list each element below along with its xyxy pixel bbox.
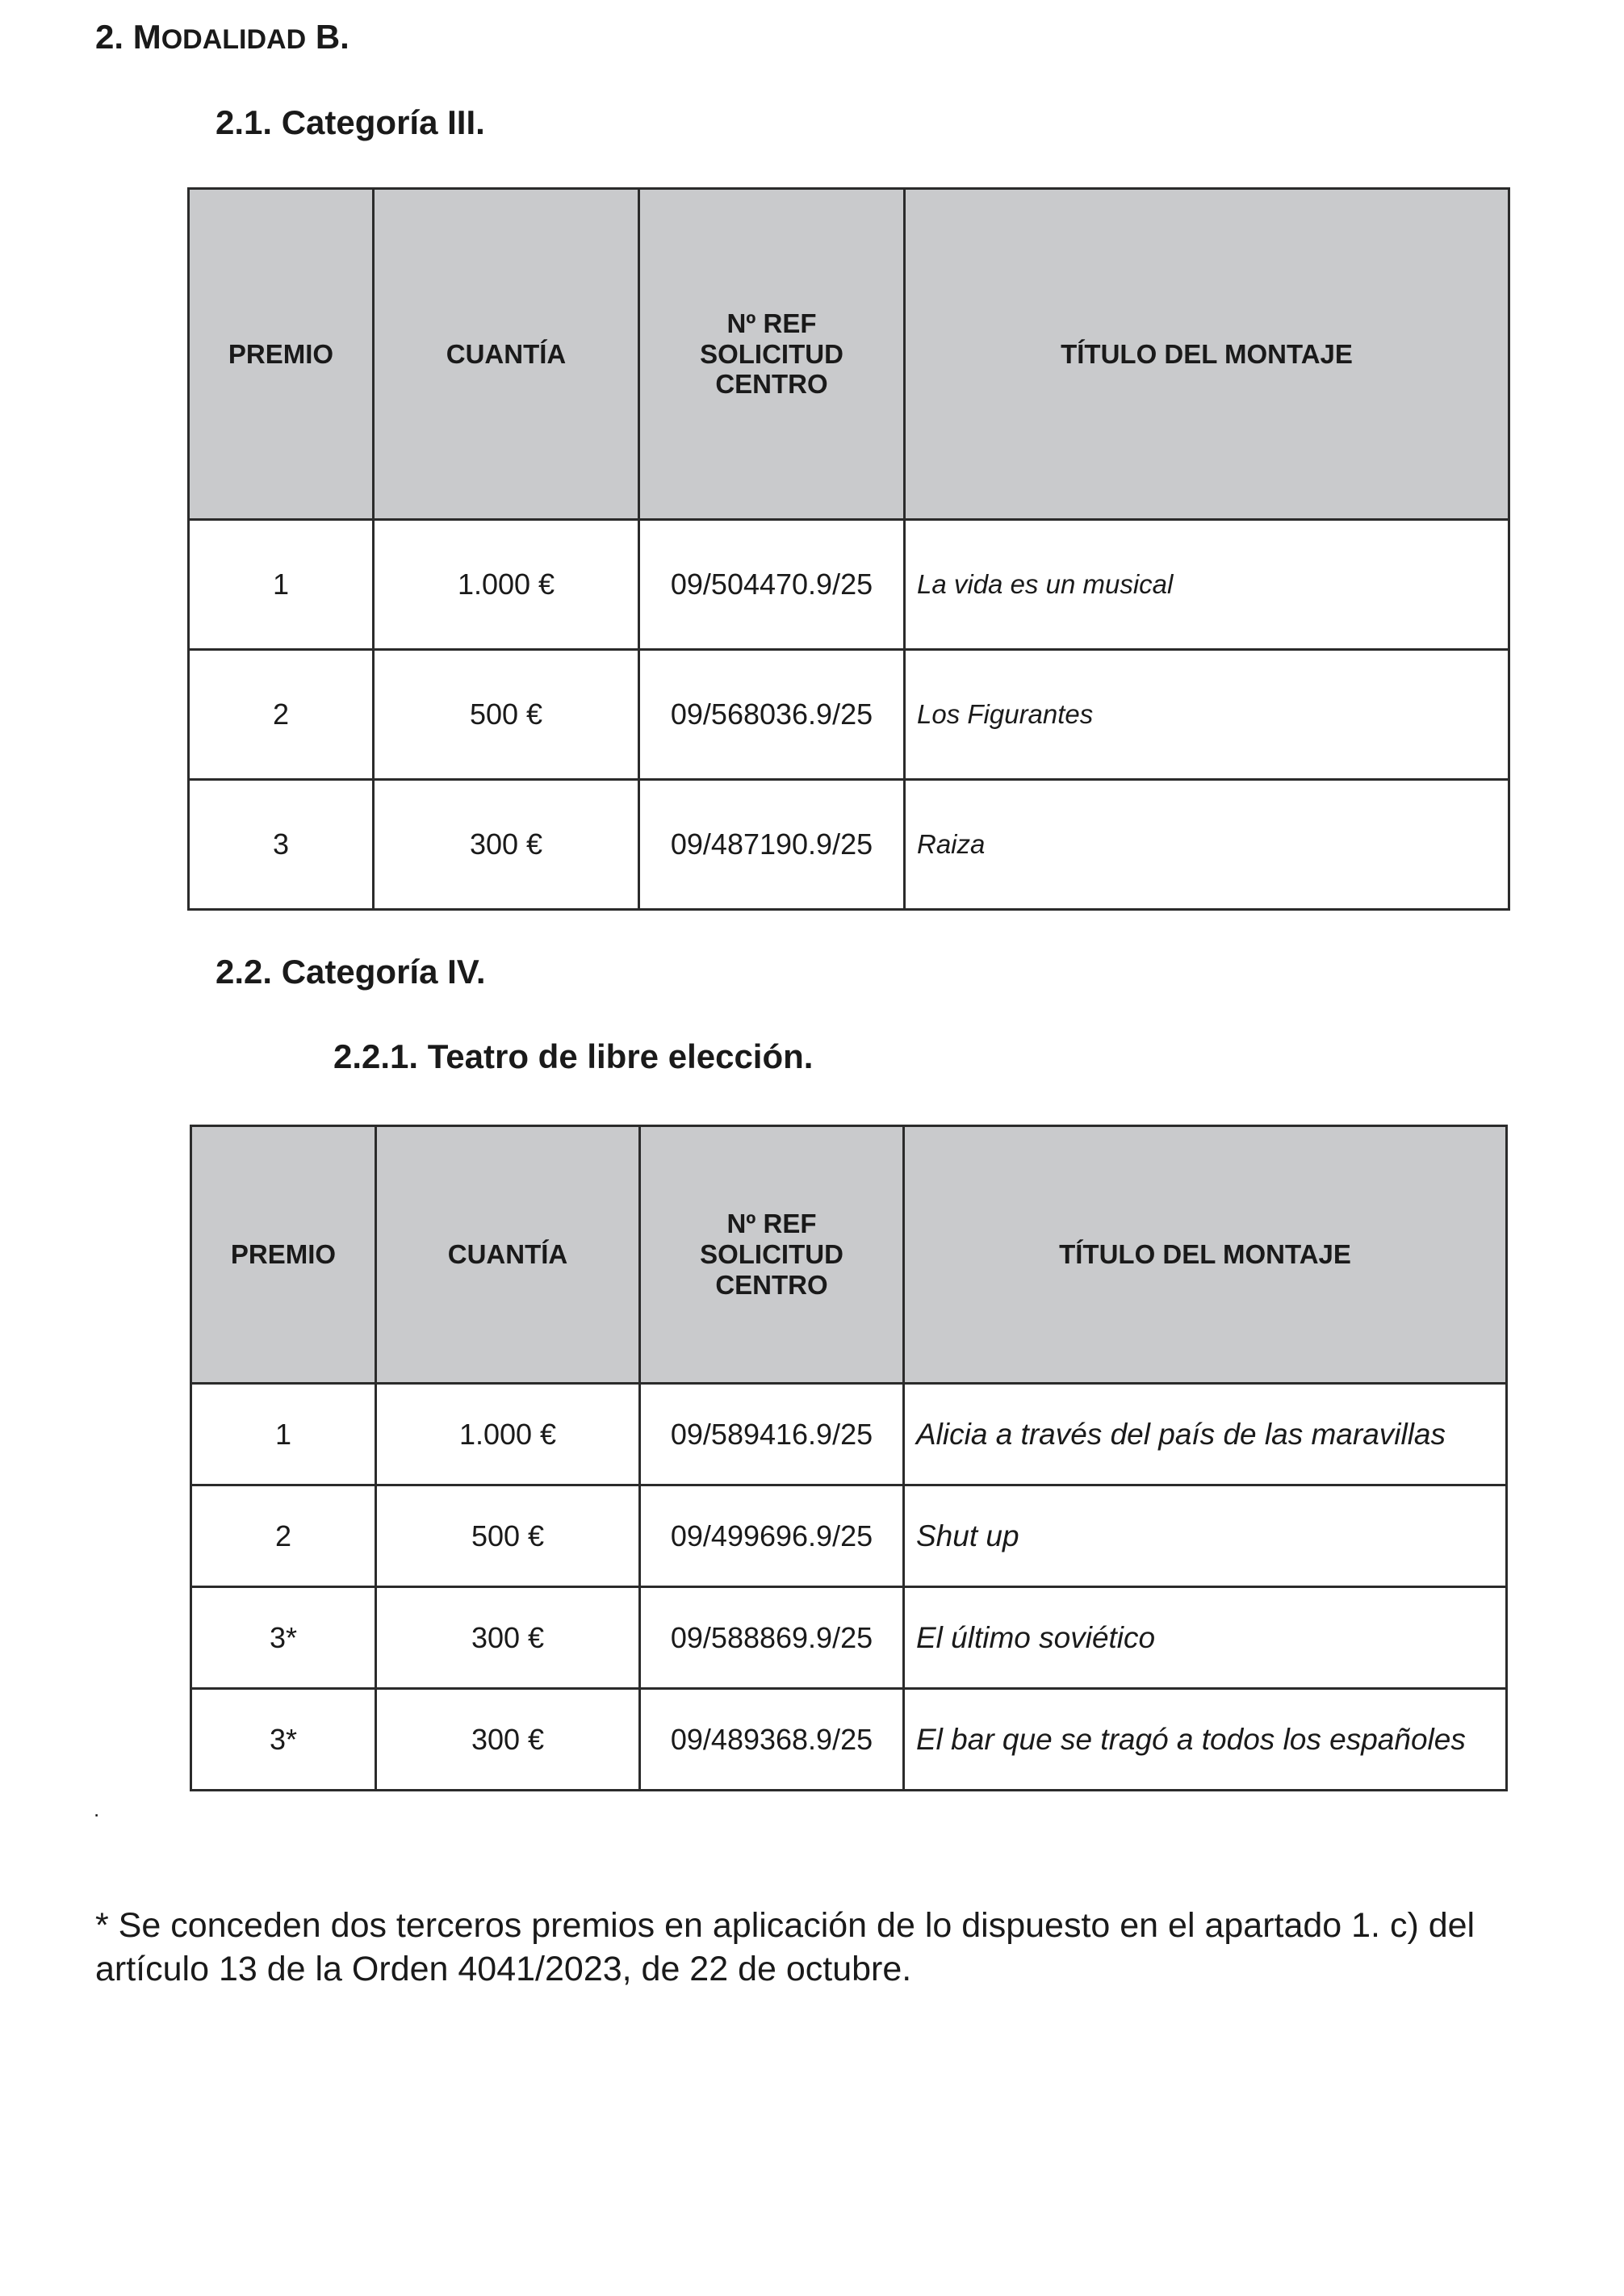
- cell-premio: 3*: [191, 1587, 376, 1689]
- header-ref-line2: SOLICITUD: [700, 338, 843, 369]
- header-ref: [640, 1126, 904, 1384]
- subsection-heading-categoria-iii: 2.1. Categoría III.: [216, 103, 485, 141]
- header-cuantia: CUANTÍA: [374, 189, 639, 520]
- header-ref-line2: SOLICITUD: [700, 1239, 843, 1270]
- header-ref: [639, 189, 905, 520]
- cell-ref: 09/568036.9/25: [639, 650, 905, 780]
- table-row: [189, 520, 1509, 650]
- table-row: [191, 1384, 1507, 1485]
- header-cuantia: CUANTÍA: [376, 1126, 640, 1384]
- header-ref-line1: Nº REF: [726, 1209, 817, 1239]
- table-row: [191, 1587, 1507, 1689]
- table-header-row: [191, 1126, 1507, 1384]
- cell-cuantia: 300 €: [374, 780, 639, 910]
- cell-premio: 1: [191, 1384, 376, 1485]
- cell-ref: 09/487190.9/25: [639, 780, 905, 910]
- cell-titulo: Raiza: [905, 780, 1509, 910]
- cell-cuantia: 1.000 €: [374, 520, 639, 650]
- header-premio: PREMIO: [191, 1126, 376, 1384]
- cell-titulo: Alicia a través del país de las maravillas: [904, 1384, 1507, 1485]
- cell-titulo: El bar que se tragó a todos los españoles: [904, 1689, 1507, 1791]
- section-number: 2.: [95, 18, 124, 56]
- cell-cuantia: 500 €: [376, 1485, 640, 1587]
- header-ref-line3: CENTRO: [715, 1269, 828, 1300]
- cell-cuantia: 500 €: [374, 650, 639, 780]
- cell-premio: 2: [191, 1485, 376, 1587]
- table-row: [191, 1485, 1507, 1587]
- cell-premio: 1: [189, 520, 374, 650]
- subsection-heading-categoria-iv: 2.2. Categoría IV.: [216, 953, 486, 991]
- section-title-smallcaps: ODALIDAD: [161, 24, 307, 55]
- cell-ref: 09/589416.9/25: [640, 1384, 904, 1485]
- cell-ref: 09/588869.9/25: [640, 1587, 904, 1689]
- footnote-text: * Se conceden dos terceros premios en aplicación de lo dispuesto en el apartado 1. c) del artículo 13 de la Orden 4041/2023, de 22 de octubre.: [95, 1906, 1475, 1988]
- subsection-heading-teatro-libre-eleccion: 2.2.1. Teatro de libre elección.: [333, 1037, 814, 1075]
- section-title-end: B.: [315, 18, 349, 56]
- cell-cuantia: 1.000 €: [376, 1384, 640, 1485]
- cell-ref: 09/499696.9/25: [640, 1485, 904, 1587]
- section-heading: [95, 18, 349, 57]
- cell-cuantia: 300 €: [376, 1587, 640, 1689]
- header-premio: PREMIO: [189, 189, 374, 520]
- cell-premio: 3: [189, 780, 374, 910]
- table-header-row: [189, 189, 1509, 520]
- cell-titulo: Los Figurantes: [905, 650, 1509, 780]
- table-row: [189, 650, 1509, 780]
- header-titulo: TÍTULO DEL MONTAJE: [905, 189, 1509, 520]
- awards-table-teatro-libre-eleccion: [190, 1125, 1508, 1791]
- cell-cuantia: 300 €: [376, 1689, 640, 1791]
- stray-dot: .: [94, 1797, 100, 1821]
- awards-table-categoria-iii: [187, 187, 1510, 911]
- cell-ref: 09/504470.9/25: [639, 520, 905, 650]
- cell-titulo: El último soviético: [904, 1587, 1507, 1689]
- cell-ref: 09/489368.9/25: [640, 1689, 904, 1791]
- cell-premio: 2: [189, 650, 374, 780]
- table-row: [191, 1689, 1507, 1791]
- cell-premio: 3*: [191, 1689, 376, 1791]
- header-ref-line3: CENTRO: [715, 369, 828, 400]
- header-ref-line1: Nº REF: [726, 308, 817, 338]
- table-row: [189, 780, 1509, 910]
- section-title-initial: M: [132, 18, 161, 56]
- cell-titulo: Shut up: [904, 1485, 1507, 1587]
- cell-titulo: La vida es un musical: [905, 520, 1509, 650]
- header-titulo: TÍTULO DEL MONTAJE: [904, 1126, 1507, 1384]
